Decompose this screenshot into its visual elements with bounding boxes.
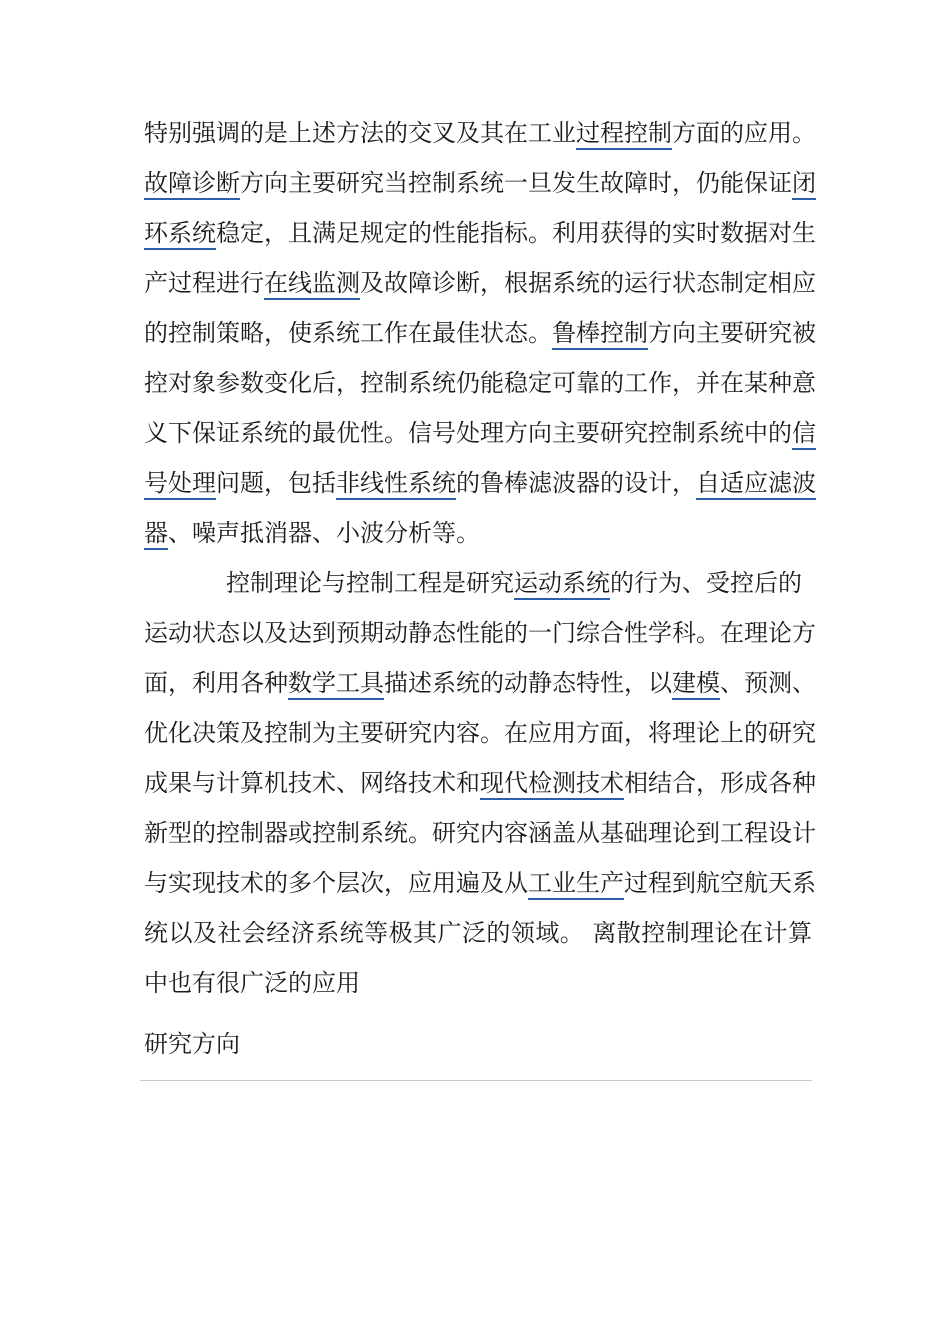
text-segment: 控对象参数变化后，控制系统仍能稳定可靠的工作，并在某种意 [144, 369, 816, 397]
text-segment: 方向主要研究被 [648, 319, 816, 347]
text-segment: 新型的控制器或控制系统。研究内容涵盖从基础理论到工程设计 [144, 819, 816, 847]
text-line [144, 958, 812, 1008]
keyword-link[interactable]: 鲁棒控制 [552, 319, 648, 350]
text-line [144, 808, 816, 858]
text-line [144, 108, 816, 158]
keyword-link[interactable]: 建模 [672, 669, 720, 700]
text-line [144, 458, 816, 508]
keyword-link[interactable]: 过程控制 [576, 119, 672, 150]
keyword-link[interactable]: 现代检测技术 [480, 769, 624, 800]
text-line [144, 308, 816, 358]
text-segment: 产过程进行 [144, 269, 264, 297]
text-line [144, 258, 816, 308]
text-segment: 稳定，且满足规定的性能指标。利用获得的实时数据对生 [216, 219, 816, 247]
text-segment: 运动状态以及达到预期动静态性能的一门综合性学科。在理论方 [144, 619, 816, 647]
keyword-link[interactable]: 非线性系统 [336, 469, 456, 500]
keyword-link[interactable]: 工业生产 [528, 869, 624, 900]
text-line [144, 208, 816, 258]
text-segment: 统以及社会经济系统等极其广泛的领域。 离散控制理论在计算 [144, 919, 812, 947]
text-segment: 方面的应用。 [672, 119, 816, 147]
keyword-link[interactable]: 号处理 [144, 469, 216, 500]
text-segment: 问题，包括 [216, 469, 336, 497]
divider [140, 1080, 812, 1081]
text-segment: 的行为、受控后的 [610, 569, 802, 597]
keyword-link[interactable]: 自适应滤波 [696, 469, 816, 500]
text-line [144, 558, 812, 608]
text-segment: 过程到航空航天系 [624, 869, 816, 897]
keyword-link[interactable]: 故障诊断 [144, 169, 240, 200]
keyword-link[interactable]: 器 [144, 519, 168, 550]
keyword-link[interactable]: 环系统 [144, 219, 216, 250]
text-segment: 及故障诊断，根据系统的运行状态制定相应 [360, 269, 816, 297]
text-line [144, 758, 816, 808]
keyword-link[interactable]: 在线监测 [264, 269, 360, 300]
text-line [144, 358, 816, 408]
text-segment: 中也有很广泛的应用 [144, 969, 360, 997]
text-line [144, 408, 816, 458]
text-segment: 特别强调的是上述方法的交叉及其在工业 [144, 119, 576, 147]
text-line [144, 508, 812, 558]
text-segment: 描述系统的动静态特性，以 [384, 669, 672, 697]
text-line [144, 158, 816, 208]
keyword-link[interactable]: 闭 [792, 169, 816, 200]
text-segment: 控制理论与控制工程是研究 [226, 569, 514, 597]
text-line [144, 658, 816, 708]
text-segment: 、预测、 [720, 669, 816, 697]
text-line [144, 708, 816, 758]
keyword-link[interactable]: 数学工具 [288, 669, 384, 700]
text-line [144, 858, 816, 908]
keyword-link[interactable]: 信 [792, 419, 816, 450]
text-line [144, 608, 816, 658]
text-segment: 方向主要研究当控制系统一旦发生故障时，仍能保证 [240, 169, 792, 197]
text-segment: 相结合，形成各种 [624, 769, 816, 797]
text-line [144, 908, 812, 958]
text-segment: 的鲁棒滤波器的设计， [456, 469, 696, 497]
text-segment: 成果与计算机技术、网络技术和 [144, 769, 480, 797]
text-segment: 、噪声抵消器、小波分析等。 [168, 519, 480, 547]
text-segment: 优化决策及控制为主要研究内容。在应用方面，将理论上的研究 [144, 719, 816, 747]
text-segment: 义下保证系统的最优性。信号处理方向主要研究控制系统中的 [144, 419, 792, 447]
section-heading: 研究方向 [144, 1030, 240, 1058]
text-segment: 与实现技术的多个层次，应用遍及从 [144, 869, 528, 897]
keyword-link[interactable]: 运动系统 [514, 569, 610, 600]
text-segment: 的控制策略，使系统工作在最佳状态。 [144, 319, 552, 347]
text-segment: 面，利用各种 [144, 669, 288, 697]
